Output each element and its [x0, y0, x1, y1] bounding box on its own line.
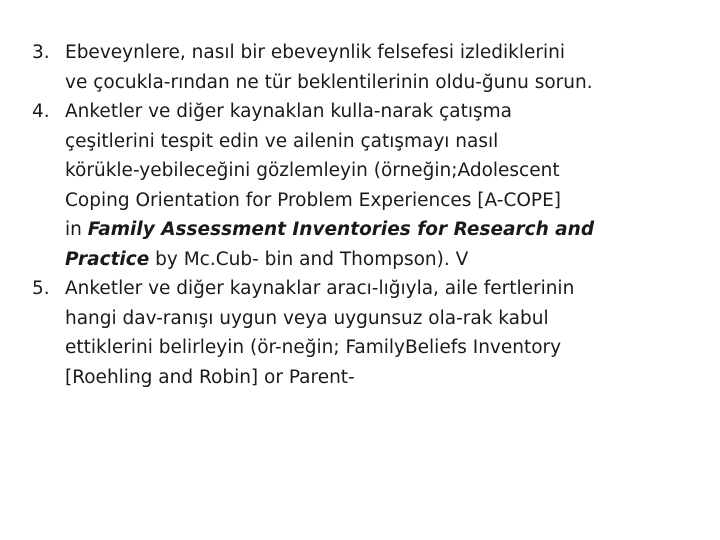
list-item-4	[32, 97, 704, 274]
text-line: ve çocukla-rından ne tür beklentilerinin oldu-ğunu sorun.	[65, 71, 593, 93]
text-line	[65, 215, 704, 245]
text-line: Anketler ve diğer kaynaklan kulla-narak çatışma	[65, 101, 512, 122]
list-item-number: 5.	[32, 278, 50, 299]
text-line: Ebeveynlere, nasıl bir ebeveynlik felsefesi izlediklerini	[65, 42, 566, 63]
list-item-text	[65, 274, 704, 392]
text-fragment: in	[65, 219, 88, 240]
numbered-list	[32, 38, 704, 392]
list-item-text	[65, 38, 704, 97]
text-line: ettiklerini belirleyin (ör-neğin; FamilyBeliefs Inventory	[65, 337, 562, 358]
book-title-emphasis: Practice	[65, 248, 150, 270]
list-item-text	[65, 97, 704, 274]
list-item-number: 3.	[32, 42, 50, 63]
text-line: Coping Orientation for Problem Experiences [A-COPE]	[65, 189, 561, 211]
text-fragment: by Mc.Cub- bin and Thompson). V	[149, 248, 469, 270]
text-line: hangi dav-ranışı uygun veya uygunsuz ola-rak kabul	[65, 307, 549, 329]
text-line: Anketler ve diğer kaynaklar aracı-lığıyla, aile fertlerinin	[65, 278, 575, 299]
text-line: çeşitlerini tespit edin ve ailenin çatışmayı nasıl	[65, 130, 499, 152]
list-item-5	[32, 274, 704, 392]
text-line	[65, 245, 704, 275]
text-line: [Roehling and Robin] or Parent-	[65, 366, 355, 388]
book-title-emphasis: Family Assessment Inventories for Research and	[87, 219, 595, 240]
list-item-3	[32, 38, 704, 97]
text-line: körükle-yebileceğini gözlemleyin (örneğin;Adolescent	[65, 160, 560, 181]
list-item-number: 4.	[32, 101, 50, 122]
